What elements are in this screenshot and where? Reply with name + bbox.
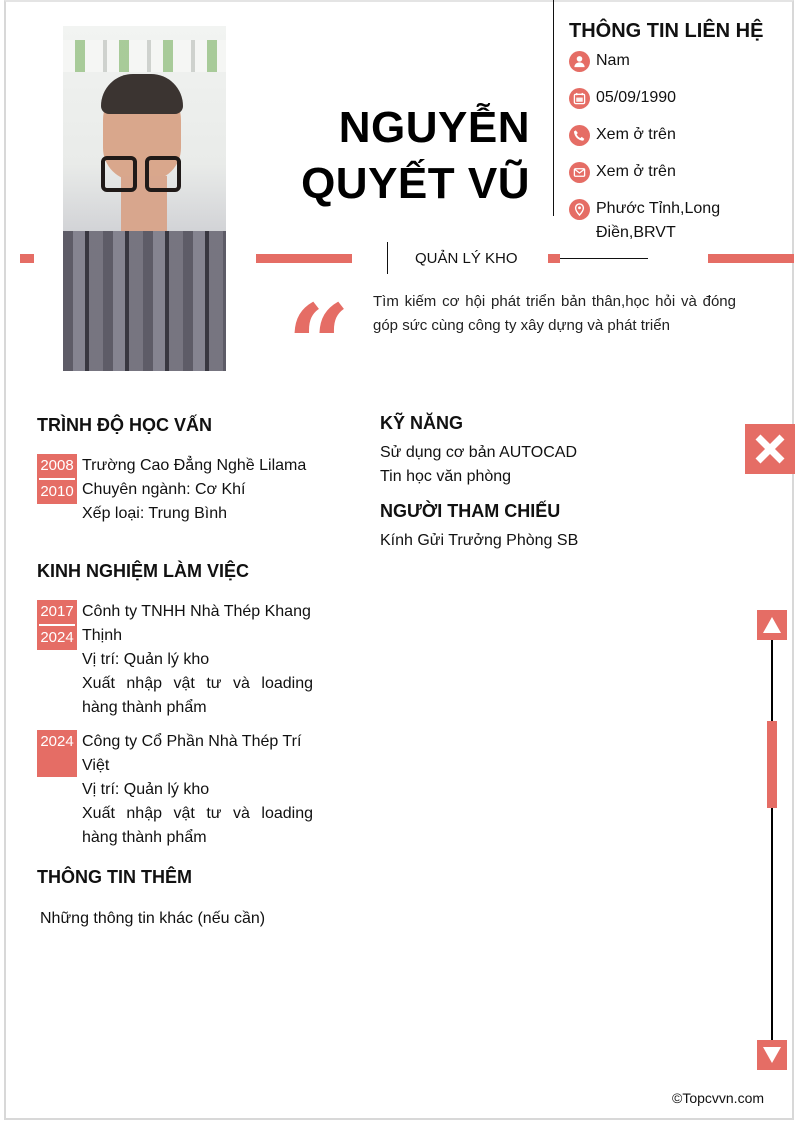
skills-section-title: KỸ NĂNG <box>380 413 464 433</box>
contact-address-text: Phước Tỉnh,Long Điền,BRVT <box>596 200 721 241</box>
reference-item: Kính Gửi Trưởng Phòng SB <box>380 532 579 549</box>
location-pin-icon <box>569 199 590 220</box>
references-section-title: NGƯỜI THAM CHIẾU <box>380 501 561 521</box>
education-school: Trường Cao Đẳng Nghề Lilama <box>82 457 307 474</box>
photo-glasses <box>101 156 183 196</box>
decor-bar-left-small <box>20 254 34 263</box>
contact-birthdate-text: 05/09/1990 <box>596 89 677 106</box>
calendar-icon <box>569 88 590 109</box>
education-years <box>37 454 77 504</box>
contact-address <box>569 199 759 245</box>
user-icon <box>569 51 590 72</box>
scrollbar-track[interactable] <box>771 640 773 1040</box>
scrollbar-thumb[interactable] <box>767 721 777 808</box>
phone-icon <box>569 125 590 146</box>
triangle-up-icon <box>762 616 782 634</box>
name-line-2: QUYẾT VŨ <box>301 159 530 208</box>
experience-company: Công ty Cổ Phần Nhà Thép Trí Việt <box>82 733 302 774</box>
experience-position: Vị trí: Quản lý kho <box>82 651 210 668</box>
profile-photo <box>63 26 226 371</box>
decor-bar-right <box>708 254 794 263</box>
decor-thin-line <box>560 258 648 259</box>
additional-info-text: Những thông tin khác (nếu cần) <box>40 910 266 927</box>
close-button[interactable] <box>745 424 795 474</box>
career-objective: Tìm kiếm cơ hội phát triển bản thân,học hỏi và đóng góp sức cùng công ty xây dựng và phát triển <box>373 293 736 334</box>
contact-birthdate <box>569 88 676 110</box>
contact-phone <box>569 125 676 147</box>
scroll-down-button[interactable] <box>757 1040 787 1070</box>
close-icon <box>753 432 787 466</box>
candidate-name <box>301 100 530 212</box>
education-major: Chuyên ngành: Cơ Khí <box>82 481 246 498</box>
name-line-1: NGUYỄN <box>338 103 530 152</box>
job-title-divider <box>387 242 388 274</box>
skills-list <box>380 441 577 489</box>
contact-email <box>569 162 676 184</box>
experience-description: Xuất nhập vật tư và loading hàng thành phẩm <box>82 675 313 716</box>
experience-years <box>37 600 77 650</box>
decor-square <box>548 254 560 263</box>
skill-item: Sử dụng cơ bản AUTOCAD <box>380 444 577 461</box>
decor-bar-left <box>256 254 352 263</box>
header-divider <box>553 0 554 216</box>
experience-entry <box>37 600 313 720</box>
scroll-up-button[interactable] <box>757 610 787 640</box>
photo-hair <box>101 74 183 114</box>
mail-icon <box>569 162 590 183</box>
contact-phone-text: Xem ở trên <box>596 126 676 143</box>
additional-section-title: THÔNG TIN THÊM <box>37 867 192 887</box>
contact-email-text: Xem ở trên <box>596 163 676 180</box>
footer-copyright: ©Topcvvn.com <box>672 1090 765 1106</box>
experience-year-start: 2017 <box>40 603 74 620</box>
skill-item: Tin học văn phòng <box>380 468 512 485</box>
experience-description: Xuất nhập vật tư và loading hàng thành phẩm <box>82 805 313 846</box>
experience-years <box>37 730 77 777</box>
job-title: QUẢN LÝ KHO <box>415 250 518 267</box>
education-grade: Xếp loại: Trung Bình <box>82 505 227 522</box>
photo-tile-border <box>63 40 226 72</box>
experience-year-end: 2024 <box>40 629 74 646</box>
experience-position: Vị trí: Quản lý kho <box>82 781 210 798</box>
experience-entry <box>37 730 313 850</box>
experience-section-title: KINH NGHIỆM LÀM VIỆC <box>37 561 250 581</box>
education-entry <box>37 454 342 526</box>
experience-company: Cônh ty TNHH Nhà Thép Khang Thịnh <box>82 603 311 644</box>
education-section-title: TRÌNH ĐỘ HỌC VẤN <box>37 415 212 435</box>
contact-gender-text: Nam <box>596 52 630 69</box>
photo-shirt <box>63 231 226 371</box>
quote-icon: “ <box>287 280 351 409</box>
contact-section-title: THÔNG TIN LIÊN HỆ <box>569 20 764 42</box>
contact-gender <box>569 51 630 73</box>
experience-year-start: 2024 <box>40 733 74 750</box>
triangle-down-icon <box>762 1046 782 1064</box>
education-year-end: 2010 <box>40 483 74 500</box>
education-year-start: 2008 <box>40 457 74 474</box>
